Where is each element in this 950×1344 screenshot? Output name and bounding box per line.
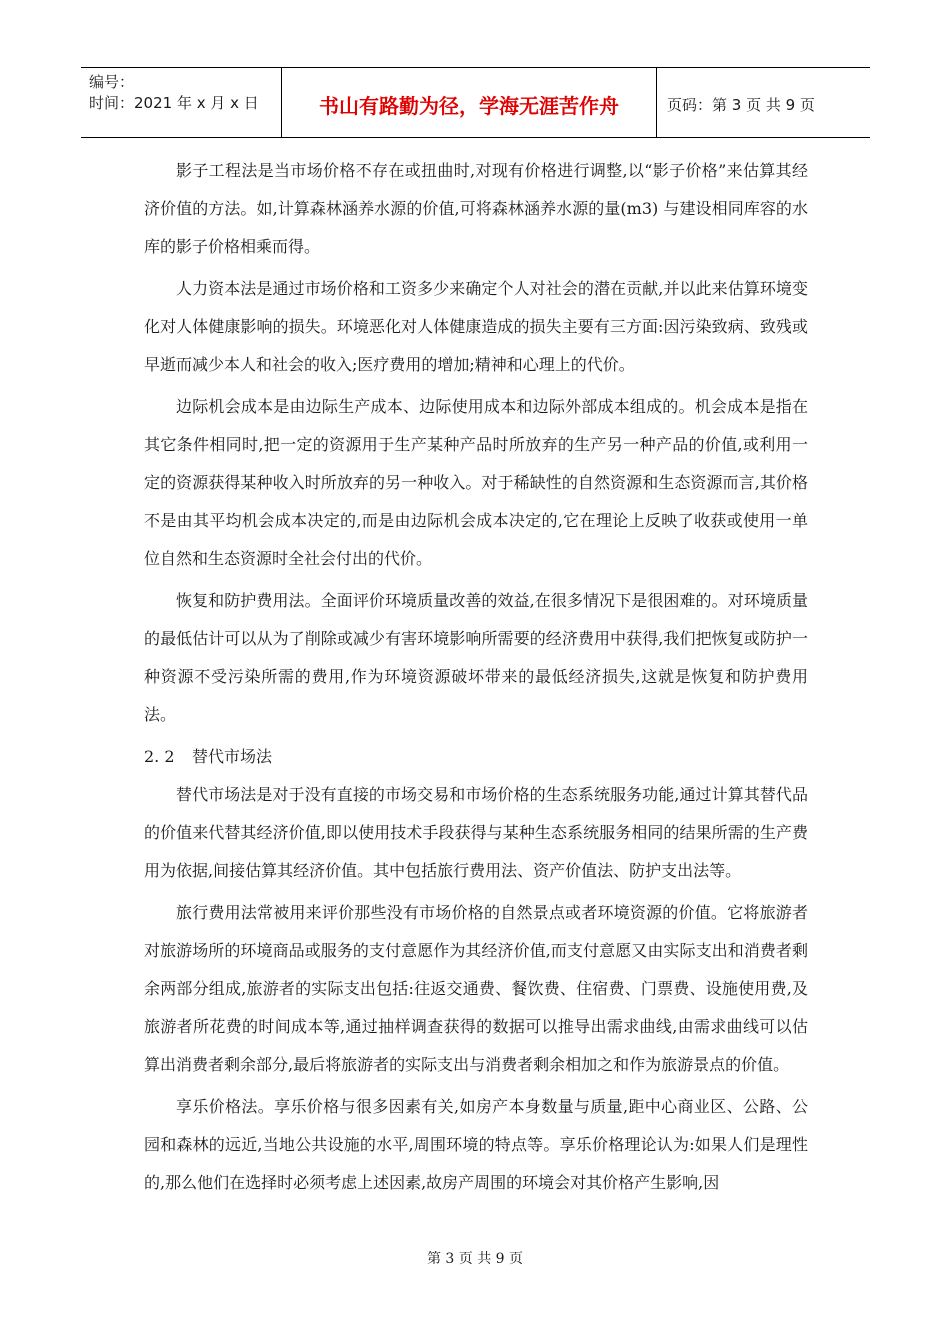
- paragraph: 边际机会成本是由边际生产成本、边际使用成本和边际外部成本组成的。机会成本是指在其它条件相同时,把一定的资源用于生产某种产品时所放弃的生产另一种产品的价值,或利用一定的资源获得某种收入时所放弃的另一种收入。对于稀缺性的自然资源和生态资源而言,其价格不是由其平均机会成本决定的,而是由边际机会成本决定的,它在理论上反映了收获或使用一单位自然和生态资源时全社会付出的代价。: [144, 397, 808, 568]
- section-number: 2. 2: [144, 747, 175, 766]
- header-page-info: 页码：第 3 页 共 9 页: [667, 96, 815, 114]
- header-meta: [81, 68, 281, 137]
- document-number: 编号：: [89, 73, 135, 91]
- paragraph: 替代市场法是对于没有直接的市场交易和市场价格的生态系统服务功能,通过计算其替代品的价值来代替其经济价值,即以使用技术手段获得与某种生态系统服务相同的结果所需的生产费用为依据,间接估算其经济价值。其中包括旅行费用法、资产价值法、防护支出法等。: [144, 785, 808, 880]
- section-title: 替代市场法: [192, 747, 273, 766]
- section-heading: [144, 738, 808, 776]
- paragraph: 恢复和防护费用法。全面评价环境质量改善的效益,在很多情况下是很困难的。对环境质量的最低估计可以从为了削除或减少有害环境影响所需要的经济费用中获得,我们把恢复或防护一种资源不受污染所需的费用,作为环境资源破坏带来的最低经济损失,这就是恢复和防护费用法。: [144, 591, 808, 724]
- paragraph: 旅行费用法常被用来评价那些没有市场价格的自然景点或者环境资源的价值。它将旅游者对旅游场所的环境商品或服务的支付意愿作为其经济价值,而支付意愿又由实际支出和消费者剩余两部分组成,旅游者的实际支出包括:往返交通费、餐饮费、住宿费、门票费、设施使用费,及旅游者所花费的时间成本等,通过抽样调查获得的数据可以推导出需求曲线,由需求曲线可以估算出消费者剩余部分,最后将旅游者的实际支出与消费者剩余相加之和作为旅游景点的价值。: [144, 903, 808, 1074]
- paragraph: 影子工程法是当市场价格不存在或扭曲时,对现有价格进行调整,以“影子价格”来估算其经济价值的方法。如,计算森林涵养水源的价值,可将森林涵养水源的量(m3) 与建设相同库容的水库的影子价格相乘而得。: [144, 161, 808, 256]
- document-body: [144, 152, 808, 1206]
- header-motto: 书山有路勤为径，学海无涯苦作舟: [281, 68, 657, 137]
- page-header: [81, 67, 870, 138]
- paragraph: 人力资本法是通过市场价格和工资多少来确定个人对社会的潜在贡献,并以此来估算环境变化对人体健康影响的损失。环境恶化对人体健康造成的损失主要有三方面:因污染致病、致残或早逝而减少本人和社会的收入;医疗费用的增加;精神和心理上的代价。: [144, 279, 808, 374]
- document-time: 时间：2021 年 x 月 x 日: [89, 94, 259, 112]
- paragraph: 享乐价格法。享乐价格与很多因素有关,如房产本身数量与质量,距中心商业区、公路、公园和森林的远近,当地公共设施的水平,周围环境的特点等。享乐价格理论认为:如果人们是理性的,那么他们在选择时必须考虑上述因素,故房产周围的环境会对其价格产生影响,因: [144, 1097, 808, 1192]
- page-footer: 第 3 页 共 9 页: [426, 1251, 524, 1267]
